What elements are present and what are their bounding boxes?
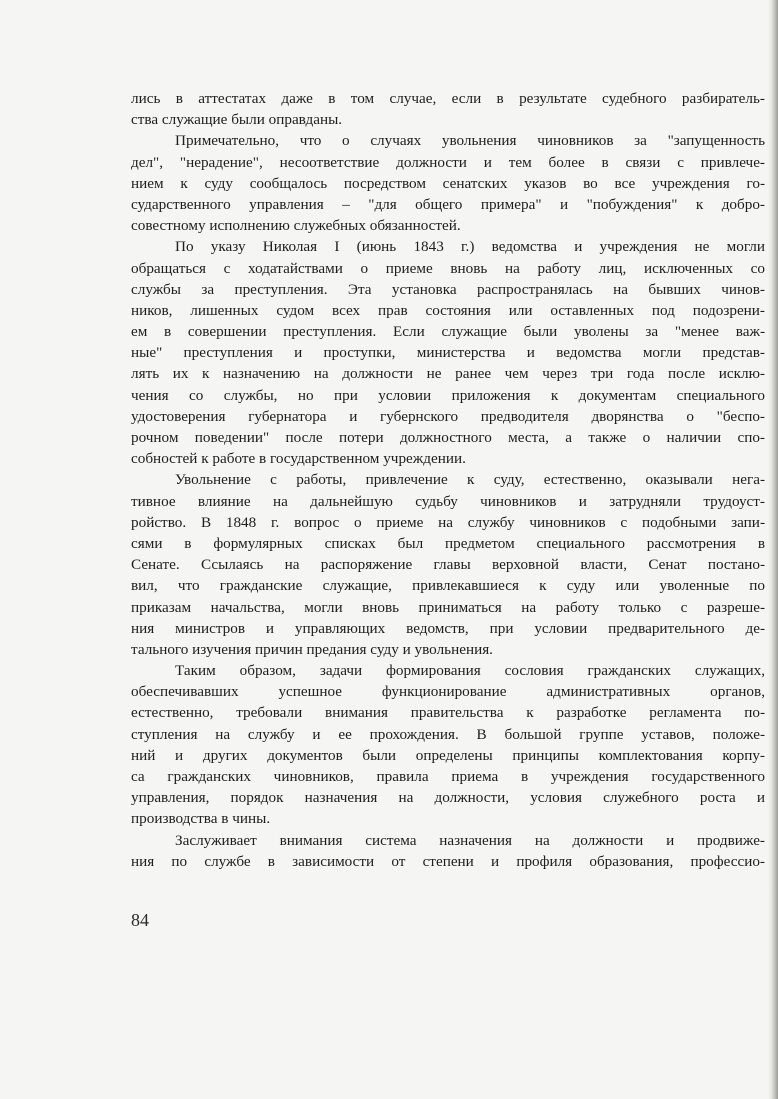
text-line: ства служащие были оправданы.	[131, 111, 343, 129]
text-line: ступления на службу и ее прохождения. В большой группе уставов, положе-	[131, 725, 765, 743]
text-line: са гражданских чиновников, правила приема в учреждения государственного	[131, 768, 765, 785]
text-line: ников, лишенных судом всех прав состояния или оставленных под подозрени-	[131, 301, 765, 319]
text-line: рочном поведении" после потери должностного места, а также о наличии спо-	[131, 429, 765, 446]
text-line: вил, что гражданские служащие, привлекавшиеся к суду или уволенные по	[131, 577, 765, 595]
text-line: удостоверения губернатора и губернского предводителя дворянства о "беспо-	[131, 407, 765, 425]
scan-edge	[771, 0, 778, 1099]
text-line: Заслуживает внимания система назначения на должности и продвиже-	[175, 831, 765, 849]
body-text	[131, 88, 765, 872]
page-number: 84	[131, 910, 149, 930]
text-line: службы за преступления. Эта установка распространялась на бывших чинов-	[131, 280, 765, 298]
text-line: совестному исполнению служебных обязанностей.	[131, 217, 461, 235]
text-line: лись в аттестатах даже в том случае, если в результате судебного разбиратель-	[131, 90, 765, 107]
text-line: Сенате. Ссылаясь на распоряжение главы верховной власти, Сенат постано-	[131, 556, 765, 574]
text-line: нием к суду сообщалось посредством сенатских указов во все учреждения го-	[131, 174, 765, 192]
text-line: естественно, требовали внимания правительства к разработке регламента по-	[131, 704, 765, 722]
text-line: ния по службе в зависимости от степени и профиля образования, професcио-	[131, 852, 765, 870]
text-line: обеспечивавших успешное функционирование административных органов,	[131, 683, 765, 701]
text-line: Увольнение с работы, привлечение к суду, естественно, оказывали нега-	[175, 471, 765, 489]
text-line: лять их к назначению на должности не ранее чем через три года после исклю-	[131, 365, 765, 383]
text-line: Таким образом, задачи формирования сословия гражданских служащих,	[175, 662, 765, 680]
text-line: ные" преступления и проступки, министерства и ведомства могли представ-	[131, 344, 765, 362]
text-line: тального изучения причин предания суду и увольнения.	[131, 640, 493, 658]
text-line: управления, порядок назначения на должности, условия служебного роста и	[131, 789, 765, 807]
text-line: сями в формулярных списках был предметом специального рассмотрения в	[131, 534, 765, 552]
text-line: По указу Николая I (июнь 1843 г.) ведомства и учреждения не могли	[175, 238, 765, 256]
text-line: приказам начальства, могли вновь приниматься на работу только с разреше-	[131, 598, 765, 616]
text-line: собностей к работе в государственном учреждении.	[131, 450, 466, 468]
text-line: производства в чины.	[131, 810, 271, 828]
text-line: ний и других документов были определены принципы комплектования корпу-	[131, 746, 765, 764]
text-line: чения со службы, но при условии приложения к документам специального	[131, 386, 765, 404]
text-line: тивное влияние на дальнейшую судьбу чиновников и затрудняли трудоуст-	[131, 492, 765, 510]
text-line: Примечательно, что о случаях увольнения чиновников за "запущенность	[175, 132, 765, 150]
text-line: ройство. В 1848 г. вопрос о приеме на службу чиновников с подобными запи-	[131, 513, 765, 531]
text-line: дел", "нерадение", несоответствие должности и тем более в связи с привлече-	[131, 153, 765, 171]
text-line: обращаться с ходатайствами о приеме вновь на работу лиц, исключенных со	[131, 259, 765, 277]
text-line: ния министров и управляющих ведомств, при условии предварительного де-	[131, 619, 765, 637]
text-line: сударственного управления – "для общего примера" и "побуждения" к добро-	[131, 195, 765, 213]
text-line: ем в совершении преступления. Если служащие были уволены за "менее важ-	[131, 323, 765, 341]
